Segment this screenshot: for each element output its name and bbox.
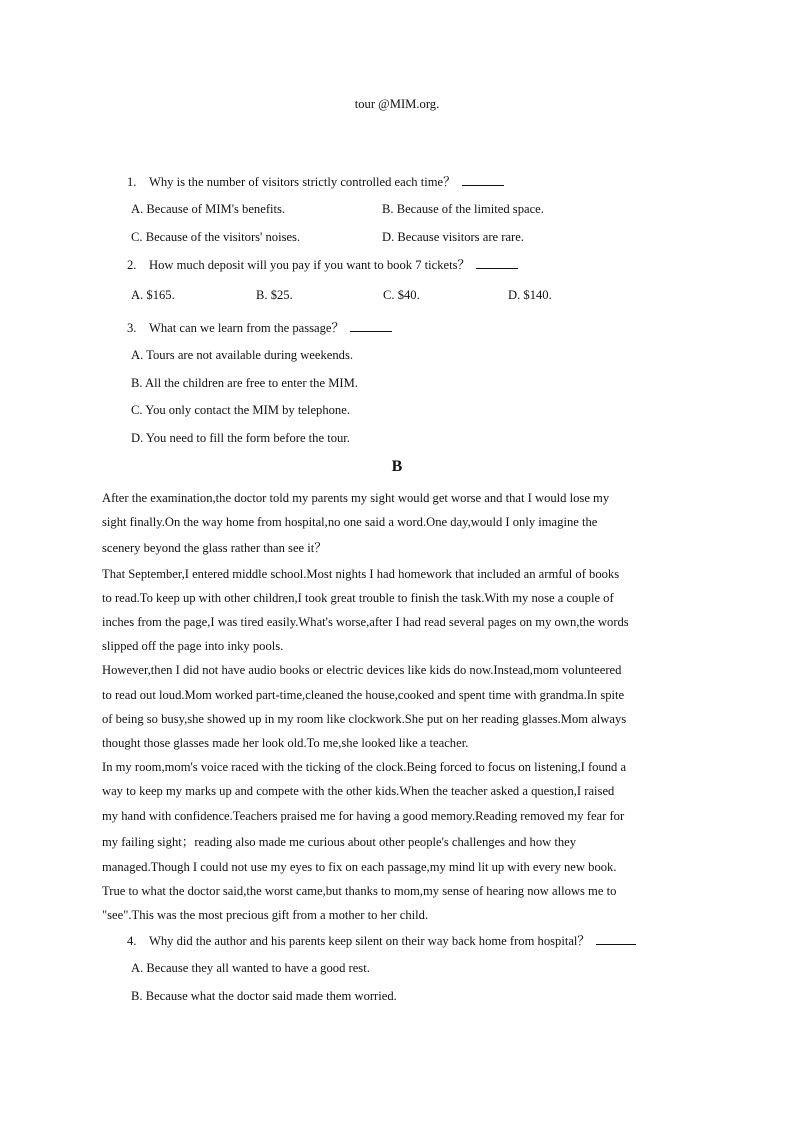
- option-4b: B. Because what the doctor said made them worried.: [131, 989, 397, 1003]
- option-2d: D. $140.: [508, 288, 552, 302]
- question-number: 1.: [127, 175, 137, 189]
- question-number: 2.: [127, 258, 137, 272]
- contact-email: tour @MIM.org.: [354, 97, 440, 111]
- passage-line: In my room,mom's voice raced with the ticking of the clock.Being forced to focus on listening,I found a: [102, 760, 627, 774]
- option-1d: D. Because visitors are rare.: [382, 230, 524, 244]
- question-text: Why is the number of visitors strictly controlled each time？: [149, 175, 456, 189]
- answer-blank: [476, 256, 518, 269]
- option-2a: A. $165.: [131, 288, 175, 302]
- passage-line: True to what the doctor said,the worst came,but thanks to mom,my sense of hearing now allows me to: [102, 884, 617, 898]
- passage-line: to read.To keep up with other children,I took great trouble to finish the task.With my nose a couple of: [102, 591, 614, 605]
- question-text: What can we learn from the passage？: [149, 321, 345, 335]
- passage-line: way to keep my marks up and compete with the other kids.When the teacher asked a question,I raised: [102, 784, 615, 798]
- question-number: 3.: [127, 321, 137, 335]
- passage-line: to read out loud.Mom worked part-time,cleaned the house,cooked and spent time with grandma.In spite: [102, 688, 625, 702]
- question-1: [127, 173, 504, 190]
- answer-blank: [462, 173, 504, 186]
- passage-line: That September,I entered middle school.Most nights I had homework that included an armful of books: [102, 567, 620, 581]
- passage-line: "see".This was the most precious gift from a mother to her child.: [102, 908, 429, 922]
- option-3d: D. You need to fill the form before the tour.: [131, 431, 350, 445]
- answer-blank: [596, 932, 636, 945]
- passage-line: thought those glasses made her look old.To me,she looked like a teacher.: [102, 736, 469, 750]
- option-2c: C. $40.: [383, 288, 420, 302]
- question-text: How much deposit will you pay if you want to book 7 tickets？: [149, 258, 471, 272]
- passage-line: slipped off the page into inky pools.: [102, 639, 284, 653]
- passage-line: sight finally.On the way home from hospital,no one said a word.One day,would I only imagine the: [102, 515, 598, 529]
- question-3: [127, 319, 392, 336]
- question-4: [127, 932, 636, 949]
- passage-line: my hand with confidence.Teachers praised me for having a good memory.Reading removed my fear for: [102, 809, 625, 823]
- passage-line: However,then I did not have audio books or electric devices like kids do now.Instead,mom volunteered: [102, 663, 622, 677]
- option-1b: B. Because of the limited space.: [382, 202, 544, 216]
- passage-line: After the examination,the doctor told my parents my sight would get worse and that I would lose my: [102, 491, 610, 505]
- section-heading: B: [391, 458, 403, 475]
- option-1a: A. Because of MIM's benefits.: [131, 202, 286, 216]
- option-2b: B. $25.: [256, 288, 293, 302]
- passage-line: of being so busy,she showed up in my room like clockwork.She put on her reading glasses.Mom always: [102, 712, 627, 726]
- question-text: Why did the author and his parents keep silent on their way back home from hospital？: [149, 934, 591, 948]
- answer-blank: [350, 319, 392, 332]
- option-1c: C. Because of the visitors' noises.: [131, 230, 301, 244]
- option-4a: A. Because they all wanted to have a good rest.: [131, 961, 370, 975]
- option-3b: B. All the children are free to enter the MIM.: [131, 376, 358, 390]
- passage-line: managed.Though I could not use my eyes to fix on each passage,my mind lit up with every new book.: [102, 860, 617, 874]
- passage-line: inches from the page,I was tired easily.What's worse,after I had read several pages on my own,the words: [102, 615, 629, 629]
- option-3c: C. You only contact the MIM by telephone.: [131, 403, 350, 417]
- question-number: 4.: [127, 934, 137, 948]
- option-3a: A. Tours are not available during weekends.: [131, 348, 354, 362]
- question-2: [127, 256, 518, 273]
- passage-line: scenery beyond the glass rather than see it？: [102, 541, 327, 555]
- passage-line: my failing sight；reading also made me curious about other people's challenges and how they: [102, 835, 577, 849]
